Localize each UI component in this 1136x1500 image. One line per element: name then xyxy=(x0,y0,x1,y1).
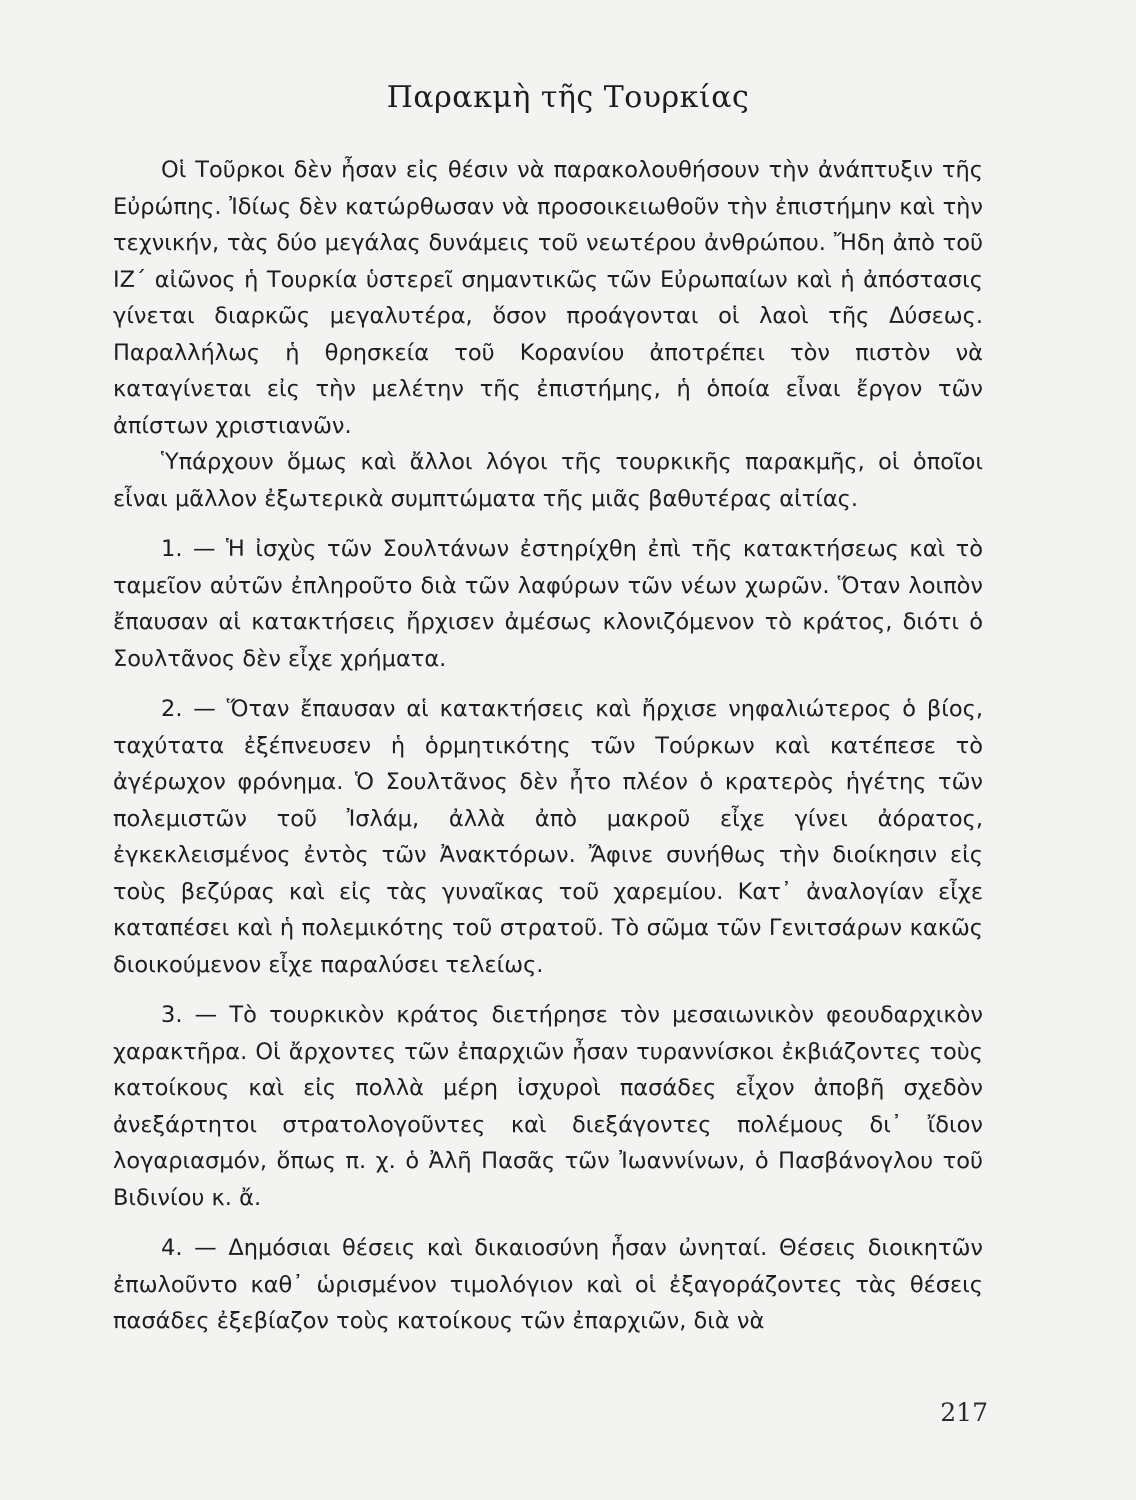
paragraph-intro: Οἱ Τοῦρκοι δὲν ἦσαν εἰς θέσιν νὰ παρακολουθήσουν τὴν ἀνάπτυξιν τῆς Εὐρώπης. Ἰδίως δὲν κατώρθωσαν νὰ προσοικειωθοῦν τὴν ἐπιστήμην καὶ τὴν τεχνικήν, τὰς δύο μεγάλας δυνάμεις τοῦ νεωτέρου ἀνθρώπου. Ἤδη ἀπὸ τοῦ ΙΖ΄ αἰῶνος ἡ Τουρκία ὑστερεῖ σημαντικῶς τῶν Εὐρωπαίων καὶ ἡ ἀπόστασις γίνεται διαρκῶς μεγαλυτέρα, ὅσον προάγονται οἱ λαοὶ τῆς Δύσεως. Παραλλήλως ἡ θρησκεία τοῦ Κορανίου ἀποτρέπει τὸν πιστὸν νὰ καταγίνεται εἰς τὴν μελέτην τῆς ἐπιστήμης, ἡ ὁποία εἶναι ἔργον τῶν ἀπίστων χριστιανῶν. xyxy=(113,157,983,439)
paragraph-reason-2: 2. — Ὅταν ἔπαυσαν αἱ κατακτήσεις καὶ ἤρχισε νηφαλιώτερος ὁ βίος, ταχύτατα ἐξέπνευσεν ἡ ὁρμητικότης τῶν Τούρκων καὶ κατέπεσε τὸ ἀγέρωχον φρόνημα. Ὁ Σουλτᾶνος δὲν ἦτο πλέον ὁ κρατερὸς ἡγέτης τῶν πολεμιστῶν τοῦ Ἰσλάμ, ἀλλὰ ἀπὸ μακροῦ εἶχε γίνει ἀόρατος, ἐγκεκλεισμένος ἐντὸς τῶν Ἀνακτόρων. Ἄφινε συνήθως τὴν διοίκησιν εἰς τοὺς βεζύρας καὶ εἰς τὰς γυναῖκας τοῦ χαρεμίου. Κατ᾽ ἀναλογίαν εἶχε καταπέσει καὶ ἡ πολεμικότης τοῦ στρατοῦ. Τὸ σῶμα τῶν Γενιτσάρων κακῶς διοικούμενον εἶχε παραλύσει τελείως. xyxy=(113,696,983,978)
paragraph-reason-3: 3. — Τὸ τουρκικὸν κράτος διετήρησε τὸν μεσαιωνικὸν φεουδαρχικὸν χαρακτῆρα. Οἱ ἄρχοντες τῶν ἐπαρχιῶν ἦσαν τυραννίσκοι ἐκβιάζοντες τοὺς κατοίκους καὶ εἰς πολλὰ μέρη ἰσχυροὶ πασάδες εἶχον ἀποβῆ σχεδὸν ἀνεξάρτητοι στρατολογοῦντες καὶ διεξάγοντες πολέμους δι᾽ ἴδιον λογαριασμόν, ὅπως π. χ. ὁ Ἀλῆ Πασᾶς τῶν Ἰωαννίνων, ὁ Πασβάνογλου τοῦ Βιδινίου κ. ἄ. xyxy=(113,1002,983,1211)
paragraph-other-reasons: Ὑπάρχουν ὅμως καὶ ἄλλοι λόγοι τῆς τουρκικῆς παρακμῆς, οἱ ὁποῖοι εἶναι μᾶλλον ἐξωτερικὰ συμπτώματα τῆς μιᾶς βαθυτέρας αἰτίας. xyxy=(113,449,983,512)
page-number: 217 xyxy=(940,1398,988,1427)
body-text xyxy=(113,152,983,1340)
paragraph-reason-1: 1. — Ἡ ἰσχὺς τῶν Σουλτάνων ἐστηρίχθη ἐπὶ τῆς κατακτήσεως καὶ τὸ ταμεῖον αὐτῶν ἐπληροῦτο διὰ τῶν λαφύρων τῶν νέων χωρῶν. Ὅταν λοιπὸν ἔπαυσαν αἱ κατακτήσεις ἤρχισεν ἀμέσως κλονιζόμενον τὸ κράτος, διότι ὁ Σουλτᾶνος δὲν εἶχε χρήματα. xyxy=(113,536,983,672)
page-title: Παρακμὴ τῆς Τουρκίας xyxy=(386,80,750,115)
paragraph-reason-4: 4. — Δημόσιαι θέσεις καὶ δικαιοσύνη ἦσαν ὠνηταί. Θέσεις διοικητῶν ἐπωλοῦντο καθ᾽ ὡρισμένον τιμολόγιον καὶ οἱ ἐξαγοράζοντες τὰς θέσεις πασάδες ἐξεβίαζον τοὺς κατοίκους τῶν ἐπαρχιῶν, διὰ νὰ xyxy=(113,1235,983,1334)
